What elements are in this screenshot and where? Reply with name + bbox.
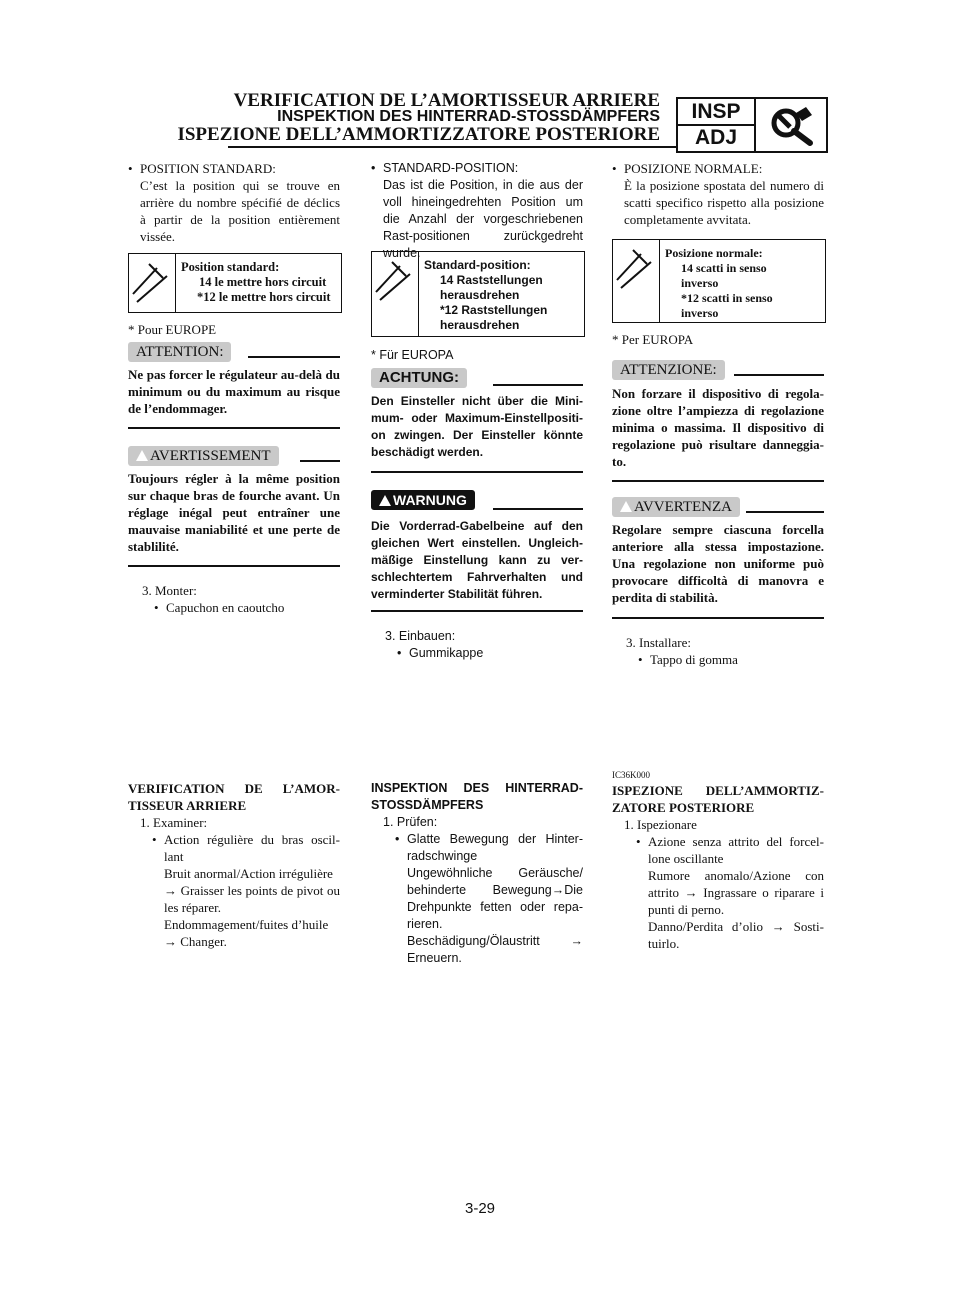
de-sec-title: INSPEKTION DES HINTERRAD-STOSSDÄMPFERS bbox=[371, 781, 583, 812]
fr-step1-item: • Action régulière du bras oscil-lant bbox=[152, 831, 340, 865]
de-warning-end-rule bbox=[371, 610, 583, 612]
fr-warning-text: Toujours régler à la même position sur chaque bras de fourche avant. Un réglage inégal peut entraîner une mauvaise maniabilité et une perte de stablilité. bbox=[128, 471, 340, 554]
de-note: * Für EUROPA bbox=[371, 348, 454, 362]
fr-section-2 bbox=[128, 780, 340, 950]
fr-spec-text bbox=[181, 260, 331, 305]
it-spec-text bbox=[665, 246, 773, 321]
fr-warning-label bbox=[128, 446, 279, 466]
it-caution-header bbox=[612, 360, 824, 382]
fr-spec-icon bbox=[129, 254, 176, 312]
column-it bbox=[612, 160, 824, 228]
de-caution-label: ACHTUNG: bbox=[371, 368, 467, 388]
header-underline bbox=[228, 146, 676, 148]
fr-note: * Pour EUROPE bbox=[128, 322, 217, 337]
it-warning-end-rule bbox=[612, 617, 824, 619]
de-step3-item: • Gummikappe bbox=[397, 645, 597, 662]
column-fr bbox=[128, 160, 340, 245]
fr-spec-title: Position standard: bbox=[181, 260, 280, 274]
fr-caution-label: ATTENTION: bbox=[128, 342, 231, 362]
it-warning-rule bbox=[746, 511, 824, 513]
wrench-spec-icon bbox=[372, 252, 418, 336]
it-step3-label: 3. Installare: bbox=[626, 635, 691, 650]
column-de bbox=[371, 160, 583, 262]
de-caution-text: Den Einsteller nicht über die Mini-mum- oder Maximum-Einstellpositi-on zwingen. Der Einsteller könnte beschädigt werden. bbox=[371, 394, 583, 459]
it-std-position: • POSIZIONE NORMALE: bbox=[612, 160, 824, 177]
wrench-check-icon bbox=[766, 103, 818, 147]
header-title-it: ISPEZIONE DELL’AMMORTIZZATORE POSTERIORE bbox=[177, 124, 660, 145]
fr-step3-item: • Capuchon en caoutcho bbox=[154, 599, 354, 616]
fr-spec-line1: 14 le mettre hors circuit bbox=[199, 275, 327, 289]
fr-step1-line4: Endommagement/fuites d’huile bbox=[164, 917, 329, 932]
fr-warning-header bbox=[128, 446, 340, 468]
wrench-spec-icon bbox=[129, 254, 175, 312]
it-sec-title: ISPEZIONE DELL’AMMORTIZ-ZATORE POSTERIORE bbox=[612, 783, 824, 815]
fr-step1: 1. Examiner: bbox=[140, 815, 208, 830]
it-warning-label-text: AVVERTENZA bbox=[634, 499, 732, 515]
badge-adj-label: ADJ bbox=[694, 126, 737, 149]
fr-sec-title: VERIFICATION DE L’AMOR-TISSEUR ARRIERE bbox=[128, 781, 340, 813]
de-caution-rule bbox=[493, 384, 583, 386]
fr-caution-rule bbox=[248, 356, 340, 358]
wrench-spec-icon bbox=[613, 240, 659, 322]
fr-caution-header bbox=[128, 342, 340, 364]
de-warning-rule bbox=[493, 508, 583, 510]
header-title-fr: VERIFICATION DE L’AMORTISSEUR ARRIERE bbox=[233, 90, 660, 111]
de-spec-text bbox=[424, 258, 547, 333]
it-step1-line3: Danno/Perdita d’olio → Sosti-tuirlo. bbox=[648, 919, 824, 951]
fr-caution-text: Ne pas forcer le régulateur au-delà du minimum ou du maximum au risque de l’endommager. bbox=[128, 367, 340, 416]
it-step1: 1. Ispezionare bbox=[624, 817, 697, 832]
it-caution-rule bbox=[734, 374, 824, 376]
it-spec-box bbox=[612, 239, 826, 323]
de-step1-item: • Glatte Bewegung der Hinter-radschwinge bbox=[395, 831, 583, 865]
page-number: 3-29 bbox=[464, 1200, 496, 1217]
warning-triangle-icon bbox=[136, 450, 148, 461]
fr-warning-label-text: AVERTISSEMENT bbox=[150, 448, 271, 464]
it-spec-line4: inverso bbox=[681, 306, 719, 320]
fr-step1-line5: → Changer. bbox=[164, 934, 227, 949]
de-spec-line2: herausdrehen bbox=[440, 288, 520, 302]
de-spec-line4: herausdrehen bbox=[440, 318, 520, 332]
it-spec-title: Posizione normale: bbox=[665, 246, 763, 260]
it-caution-text: Non forzare il dispositivo di regola-zione oltre l’ampiezza di regolazione minima o massima. Il dispositivo di regolazione può risultare danneggia-to. bbox=[612, 386, 824, 469]
badge-insp-label: INSP bbox=[691, 100, 741, 123]
it-std-desc: È la posizione spostata del numero di scatti specifico rispetto alla posizione completamente avvitata. bbox=[624, 178, 824, 227]
fr-spec-line2: *12 le mettre hors circuit bbox=[197, 290, 331, 304]
it-code: IC36K000 bbox=[612, 770, 650, 780]
de-step1: 1. Prüfen: bbox=[383, 815, 438, 829]
warning-triangle-icon bbox=[379, 495, 391, 506]
fr-std-position: • POSITION STANDARD: bbox=[128, 160, 340, 177]
it-warning-text: Regolare sempre ciascuna forcella anteriore alla stessa impostazione. Una regolazione non uniforme può provocare difficoltà di manovra e perdita di stabilità. bbox=[612, 522, 824, 605]
fr-caution-end-rule bbox=[128, 427, 340, 429]
de-step3-label: 3. Einbauen: bbox=[385, 629, 456, 643]
it-spec-line3: *12 scatti in senso bbox=[681, 291, 773, 305]
de-warning-header bbox=[371, 490, 583, 512]
it-step3 bbox=[626, 634, 838, 668]
fr-warning-end-rule bbox=[128, 565, 340, 567]
it-step3-item: • Tappo di gomma bbox=[638, 651, 838, 668]
badge-vertical-divider bbox=[754, 99, 756, 151]
it-warning-label bbox=[612, 497, 740, 517]
fr-std-desc: C’est la position qui se trouve en arrière du nombre spécifié de déclics à partir de la position entièrement vissée. bbox=[140, 178, 340, 244]
de-warning-label bbox=[371, 490, 475, 510]
de-caution-end-rule bbox=[371, 471, 583, 473]
de-std-desc: Das ist die Position, in die aus der voll hineingedrehten Position um die Anzahl der vorgeschriebenen Rast-positionen zurückgedreht wurde. bbox=[383, 178, 583, 260]
it-note: * Per EUROPA bbox=[612, 332, 694, 347]
it-spec-line2: inverso bbox=[681, 276, 719, 290]
de-spec-box bbox=[371, 251, 585, 337]
fr-spec-box bbox=[128, 253, 342, 313]
it-caution-label: ATTENZIONE: bbox=[612, 360, 725, 380]
it-section-2 bbox=[612, 782, 824, 952]
de-warning-text: Die Vorderrad-Gabelbeine auf den gleichen Wert einstellen. Ungleich-mäßige Einstellung kann zu ver-schlechtertem Fahrverhalten und verminderter Stabilität führen. bbox=[371, 519, 583, 601]
it-caution-end-rule bbox=[612, 480, 824, 482]
warning-triangle-icon bbox=[620, 501, 632, 512]
header-title-de: INSPEKTION DES HINTERRAD-STOSSDÄMPFERS bbox=[277, 108, 660, 125]
de-std-position: • STANDARD-POSITION: bbox=[371, 160, 583, 177]
de-step1-line2: Ungewöhnliche Geräusche/ behinderte Bewegung→Die Drehpunkte fetten oder repa-rieren. bbox=[407, 866, 583, 931]
de-caution-header bbox=[371, 368, 583, 390]
it-spec-line1: 14 scatti in senso bbox=[681, 261, 767, 275]
insp-adj-badge bbox=[676, 97, 828, 153]
de-spec-line3: *12 Raststellungen bbox=[440, 303, 548, 317]
fr-step3-label: 3. Monter: bbox=[142, 583, 197, 598]
de-section-2 bbox=[371, 780, 583, 967]
de-step1-line3: Beschädigung/Ölaustritt → Erneuern. bbox=[407, 934, 583, 965]
fr-warning-rule bbox=[300, 460, 340, 462]
it-step1-line2: Rumore anomalo/Azione con attrito → Ingrassare o riparare i punti di perno. bbox=[648, 868, 824, 917]
fr-step3 bbox=[142, 582, 354, 616]
fr-step1-line3: → Graisser les points de pivot ou les réparer. bbox=[164, 883, 340, 915]
it-step1-item: • Azione senza attrito del forcel-lone oscillante bbox=[636, 833, 824, 867]
it-spec-icon bbox=[613, 240, 660, 322]
de-step3 bbox=[385, 628, 597, 662]
it-warning-header bbox=[612, 497, 824, 519]
de-spec-title: Standard-position: bbox=[424, 258, 531, 272]
de-spec-line1: 14 Raststellungen bbox=[440, 273, 543, 287]
de-spec-icon bbox=[372, 252, 419, 336]
de-warning-label-text: WARNUNG bbox=[393, 492, 467, 508]
fr-step1-line2: Bruit anormal/Action irrégulière bbox=[164, 866, 333, 881]
